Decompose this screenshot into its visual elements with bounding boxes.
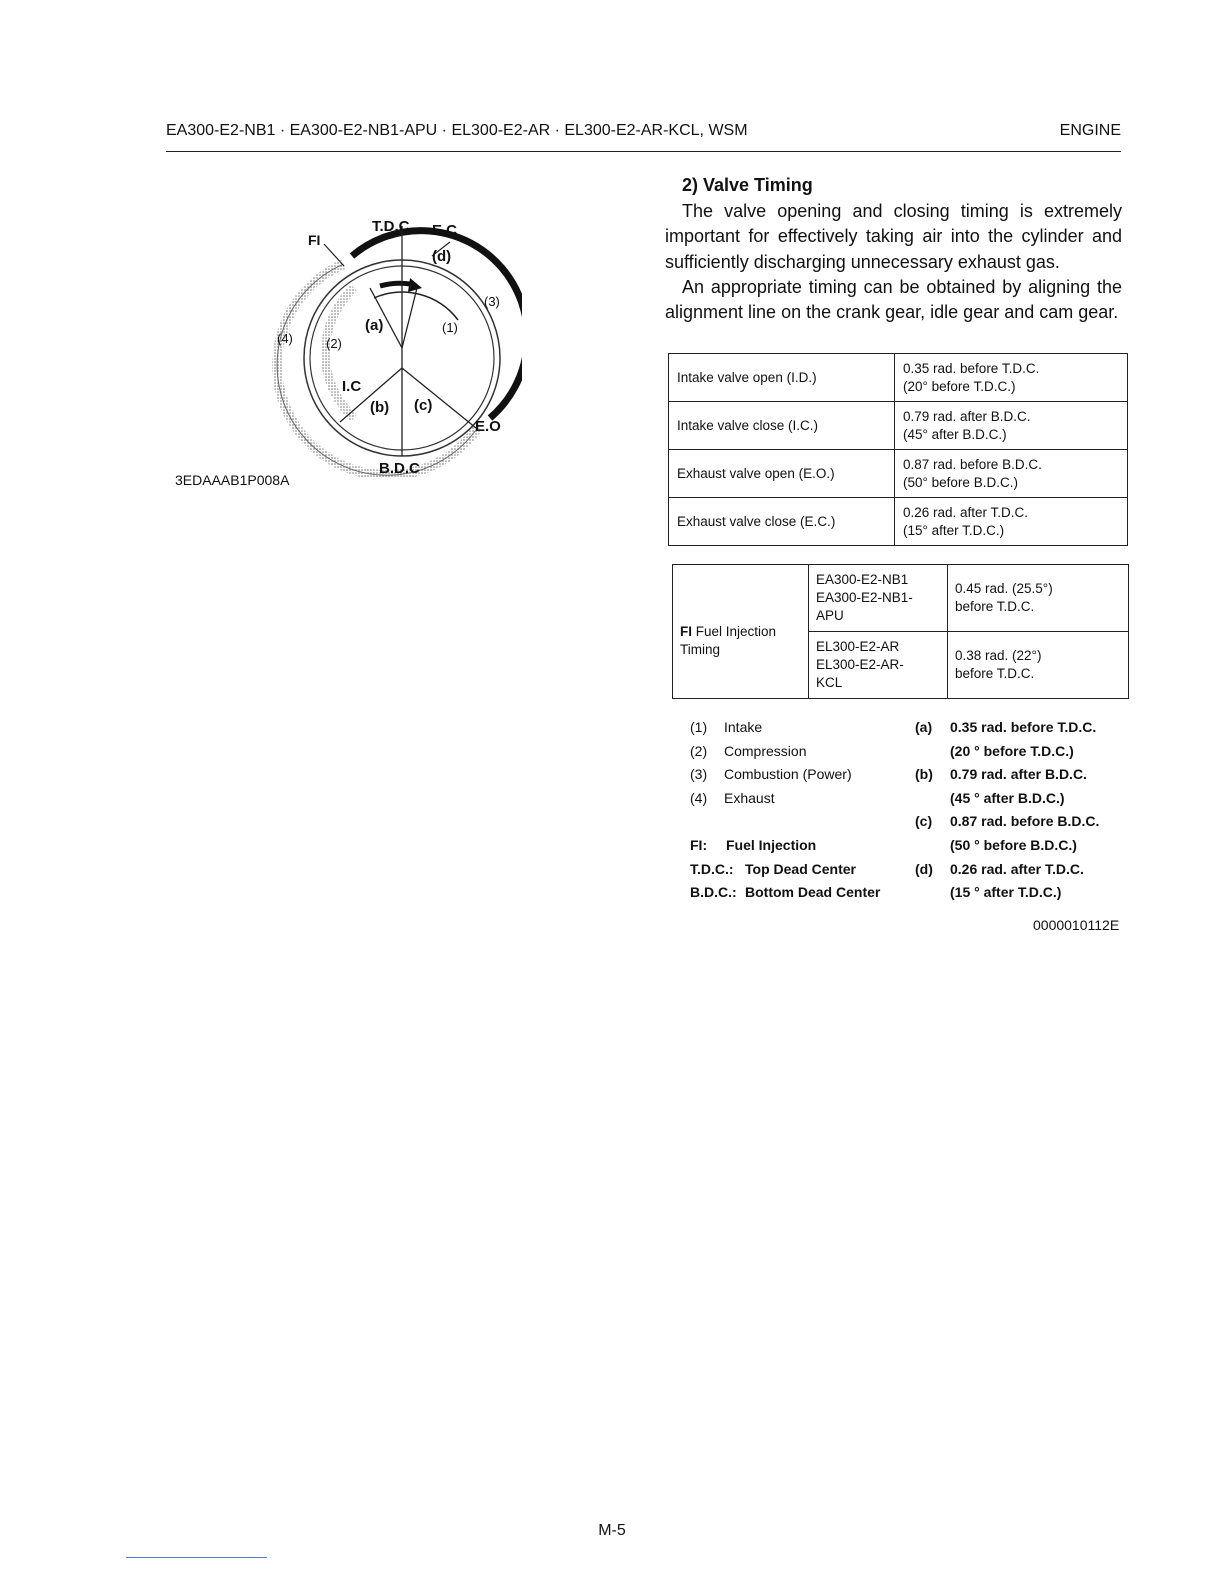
b-label: (b): [370, 399, 390, 416]
table-cell-label: Intake valve close (I.C.): [669, 402, 895, 450]
two-label: (2): [326, 336, 342, 351]
figure-id: 3EDAAAB1P008A: [175, 472, 290, 488]
legend-item: (45 ° after B.D.C.): [950, 789, 1065, 806]
fi-table-value: 0.45 rad. (25.5°) before T.D.C.: [948, 565, 1129, 632]
tdc-label: T.D.C: [372, 218, 410, 235]
fi-table-models: EL300-E2-AR EL300-E2-AR- KCL: [809, 632, 948, 699]
header-models: EA300-E2-NB1 · EA300-E2-NB1-APU · EL300-E2-AR · EL300-E2-AR-KCL, WSM: [166, 122, 748, 139]
compression-hatched-band: [325, 288, 354, 418]
c-label: (c): [414, 397, 433, 414]
table-row: [673, 565, 1129, 632]
table-row: [669, 498, 1128, 546]
legend-item: (15 ° after T.D.C.): [950, 884, 1062, 901]
fi-table-value: 0.38 rad. (22°) before T.D.C.: [948, 632, 1129, 699]
one-label: (1): [442, 320, 458, 335]
legend-item: (4) Exhaust: [690, 789, 775, 806]
header-rule: [166, 151, 1121, 152]
fi-label: FI: [308, 232, 321, 248]
page-number: M-5: [598, 1522, 626, 1539]
footer-link-line: [126, 1557, 267, 1558]
document-number: 0000010112E: [1033, 917, 1120, 933]
legend-item: (1) Intake: [690, 719, 763, 735]
section-title: 2) Valve Timing: [682, 175, 813, 195]
valve-timing-diagram: [262, 208, 522, 478]
rotation-arrow-icon: [380, 283, 410, 286]
legend-item: (50 ° before B.D.C.): [950, 836, 1077, 853]
table-cell-label: Intake valve open (I.D.): [669, 354, 895, 402]
table-row: [669, 402, 1128, 450]
rotation-arc: [374, 292, 458, 320]
four-label: (4): [277, 331, 293, 346]
paragraph-1: The valve opening and closing timing is extremely important for effectively taking air into the cylinder and sufficiently discharging unnecessary exhaust gas.: [665, 201, 1122, 272]
fi-table-models: EA300-E2-NB1 EA300-E2-NB1- APU: [809, 565, 948, 632]
table-cell-value: 0.35 rad. before T.D.C. (20° before T.D.C.): [895, 354, 1128, 402]
fi-table-label: FI Fuel Injection Timing: [673, 565, 809, 699]
stroke-legend: [690, 716, 852, 810]
ic-label: I.C: [342, 378, 362, 395]
legend-item: B.D.C.: Bottom Dead Center: [690, 884, 881, 901]
table-cell-value: 0.26 rad. after T.D.C. (15° after T.D.C.): [895, 498, 1128, 546]
legend-item: (a) 0.35 rad. before T.D.C.: [915, 719, 1097, 735]
legend-item: T.D.C.: Top Dead Center: [690, 860, 856, 877]
legend-item: (d) 0.26 rad. after T.D.C.: [915, 860, 1084, 877]
a-label: (a): [365, 317, 384, 334]
table-cell-value: 0.87 rad. before B.D.C. (50° before B.D.C.): [895, 450, 1128, 498]
table-row: [669, 450, 1128, 498]
three-label: (3): [484, 294, 500, 309]
header-section: ENGINE: [1059, 122, 1121, 139]
table-cell-value: 0.79 rad. after B.D.C. (45° after B.D.C.): [895, 402, 1128, 450]
fuel-injection-table: [672, 564, 1129, 699]
legend-item: (c) 0.87 rad. before B.D.C.: [915, 813, 1100, 830]
legend-item: FI: Fuel Injection: [690, 837, 817, 853]
abbreviation-legend: [690, 834, 880, 905]
paragraph-2: An appropriate timing can be obtained by aligning the alignment line on the crank gear, idle gear and cam gear.: [665, 277, 1122, 323]
legend-item: (b) 0.79 rad. after B.D.C.: [915, 766, 1087, 783]
legend-item: (20 ° before T.D.C.): [950, 742, 1074, 759]
valve-timing-table: [668, 353, 1128, 546]
legend-item: (3) Combustion (Power): [690, 766, 852, 783]
table-cell-label: Exhaust valve close (E.C.): [669, 498, 895, 546]
table-cell-label: Exhaust valve open (E.O.): [669, 450, 895, 498]
table-row: [669, 354, 1128, 402]
ec-label: E.C: [432, 222, 458, 239]
bdc-label: B.D.C: [379, 460, 420, 477]
legend-item: (2) Compression: [690, 742, 807, 759]
d-label: (d): [432, 248, 452, 265]
page-header: [166, 122, 1121, 144]
eo-label: E.O: [475, 418, 501, 435]
timing-legend: [915, 716, 1099, 905]
